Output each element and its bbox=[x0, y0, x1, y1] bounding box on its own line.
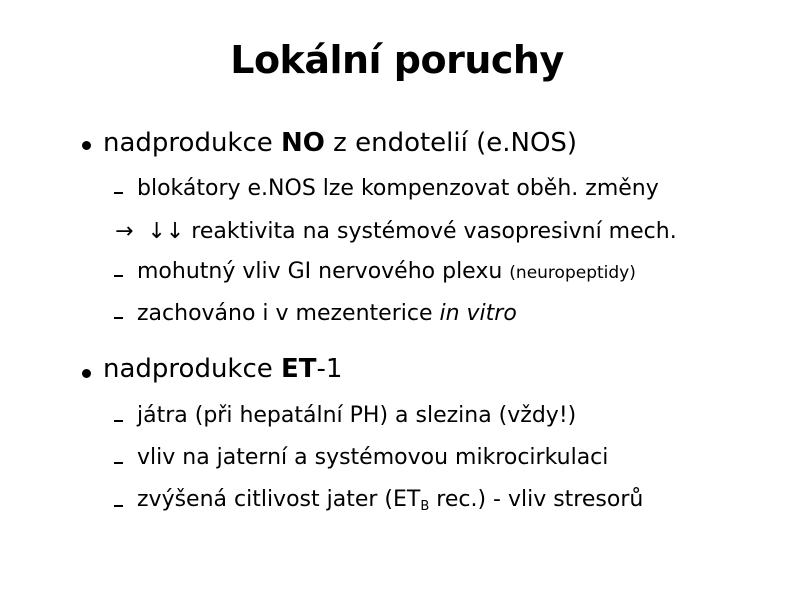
slide-title: Lokální poruchy bbox=[230, 38, 564, 82]
dash-icon bbox=[114, 192, 123, 194]
dash-icon bbox=[114, 462, 123, 464]
subitem-text: zvýšená citlivost jater (ET bbox=[137, 487, 421, 512]
item-bold-text: ET bbox=[281, 354, 317, 384]
item-text-suffix: -1 bbox=[316, 354, 343, 384]
bullet-dot-icon bbox=[82, 369, 91, 378]
dash-icon bbox=[114, 317, 123, 319]
subitem-text-suffix: rec.) - vliv stresorů bbox=[429, 487, 644, 512]
subitem-blokatory: blokátory e.NOS lze kompenzovat oběh. změny bbox=[137, 176, 659, 201]
subitem-text: reaktivita na systémové vasopresivní mech. bbox=[184, 219, 677, 244]
subitem-reaktivita bbox=[115, 219, 677, 244]
subitem-text: zachováno i v mezenterice bbox=[137, 301, 440, 326]
bullet-dot-icon bbox=[82, 141, 91, 150]
subitem-jatra: játra (při hepatální PH) a slezina (vždy!) bbox=[137, 403, 577, 428]
bullet-item-et bbox=[103, 354, 342, 384]
subitem-gi-plexus bbox=[137, 259, 636, 284]
item-text: nadprodukce bbox=[103, 354, 282, 384]
subitem-mikrocirkulace: vliv na jaterní a systémovou mikrocirkulaci bbox=[137, 445, 609, 470]
subitem-citlivost bbox=[137, 487, 643, 514]
subitem-text: mohutný vliv GI nervového plexu bbox=[137, 259, 510, 284]
subitem-mezenterice bbox=[137, 301, 517, 326]
item-text-suffix: z endotelií (e.NOS) bbox=[324, 128, 578, 158]
subitem-italic: in vitro bbox=[439, 301, 517, 326]
subitem-note: (neuropeptidy) bbox=[509, 263, 636, 283]
item-bold-text: NO bbox=[281, 128, 325, 158]
double-down-arrow-icon: ↓↓ bbox=[147, 219, 185, 244]
subscript-text: B bbox=[420, 499, 430, 514]
dash-icon bbox=[114, 420, 123, 422]
item-text: nadprodukce bbox=[103, 128, 282, 158]
bullet-item-no bbox=[103, 128, 577, 158]
dash-icon bbox=[114, 275, 123, 277]
right-arrow-icon: → bbox=[115, 219, 134, 244]
dash-icon bbox=[114, 505, 123, 507]
